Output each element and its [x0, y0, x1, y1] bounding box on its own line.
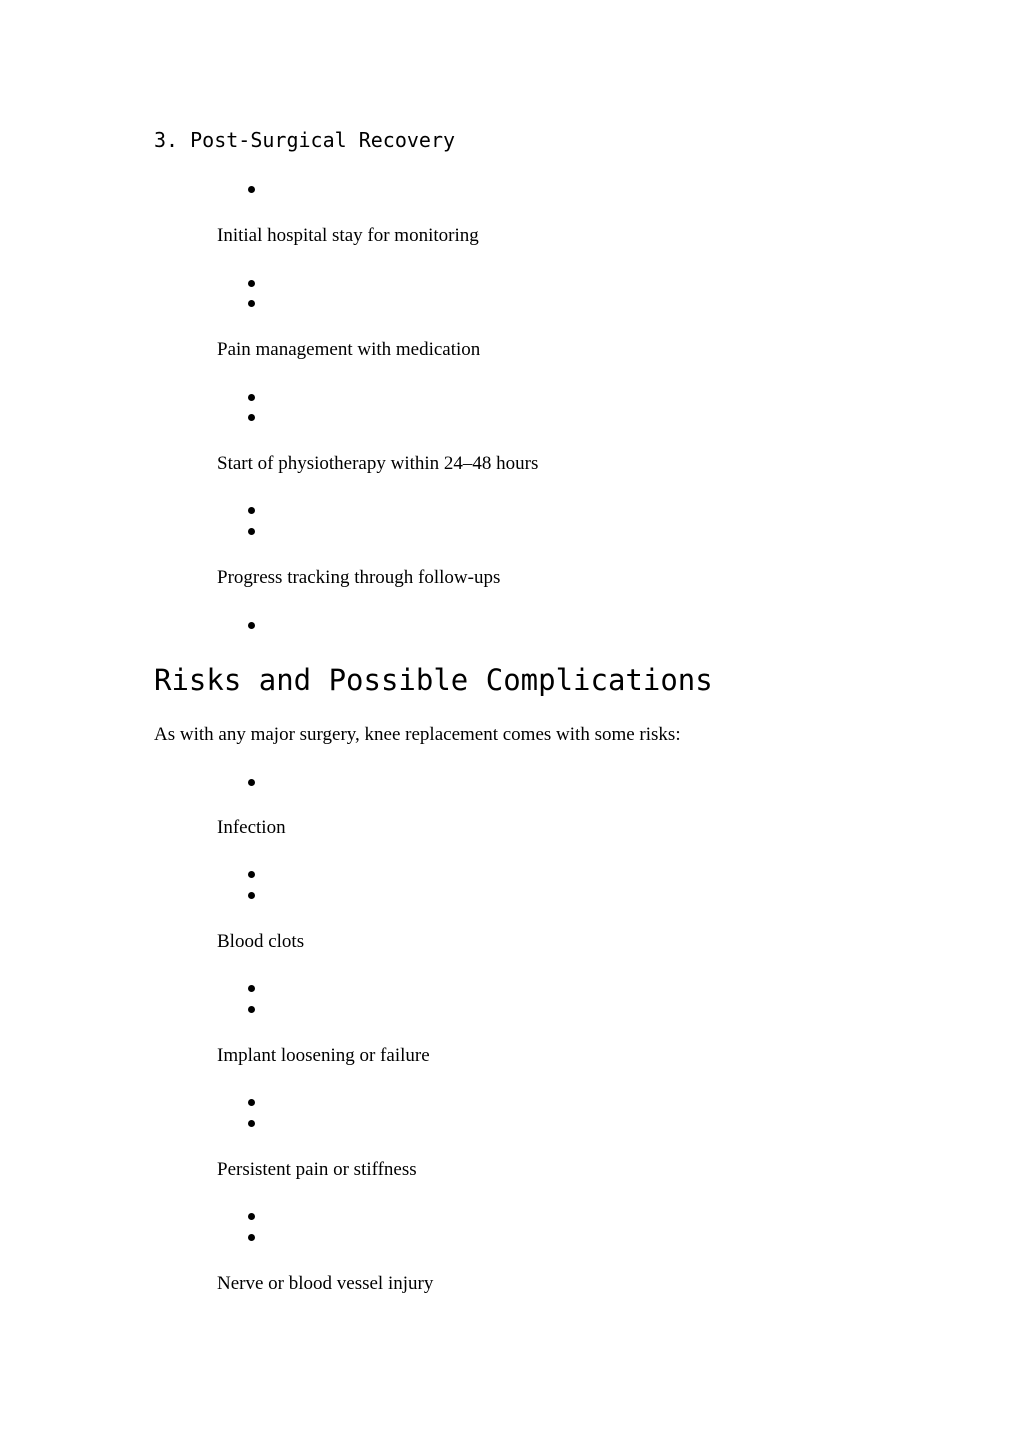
bullet-icon	[248, 528, 255, 535]
bullet-icon	[248, 1099, 255, 1106]
bullet-icon	[248, 779, 255, 786]
risk-item: Blood clots	[217, 931, 305, 952]
risks-intro: As with any major surgery, knee replacement comes with some risks:	[154, 724, 681, 745]
recovery-item: Progress tracking through follow-ups	[217, 567, 501, 588]
bullet-icon	[248, 1234, 255, 1241]
bullet-icon	[248, 280, 255, 287]
recovery-item: Start of physiotherapy within 24–48 hours	[217, 453, 539, 474]
bullet-icon	[248, 394, 255, 401]
bullet-icon	[248, 985, 255, 992]
bullet-icon	[248, 507, 255, 514]
risk-item: Nerve or blood vessel injury	[217, 1273, 434, 1294]
bullet-icon	[248, 414, 255, 421]
risks-heading: Risks and Possible Complications	[154, 663, 713, 697]
bullet-icon	[248, 186, 255, 193]
recovery-item: Initial hospital stay for monitoring	[217, 225, 479, 246]
risk-item: Implant loosening or failure	[217, 1045, 430, 1066]
risk-item: Persistent pain or stiffness	[217, 1159, 417, 1180]
bullet-icon	[248, 1213, 255, 1220]
bullet-icon	[248, 871, 255, 878]
bullet-icon	[248, 300, 255, 307]
bullet-icon	[248, 622, 255, 629]
recovery-heading: 3. Post-Surgical Recovery	[154, 128, 456, 152]
bullet-icon	[248, 892, 255, 899]
bullet-icon	[248, 1006, 255, 1013]
bullet-icon	[248, 1120, 255, 1127]
recovery-item: Pain management with medication	[217, 339, 481, 360]
risk-item: Infection	[217, 817, 286, 838]
